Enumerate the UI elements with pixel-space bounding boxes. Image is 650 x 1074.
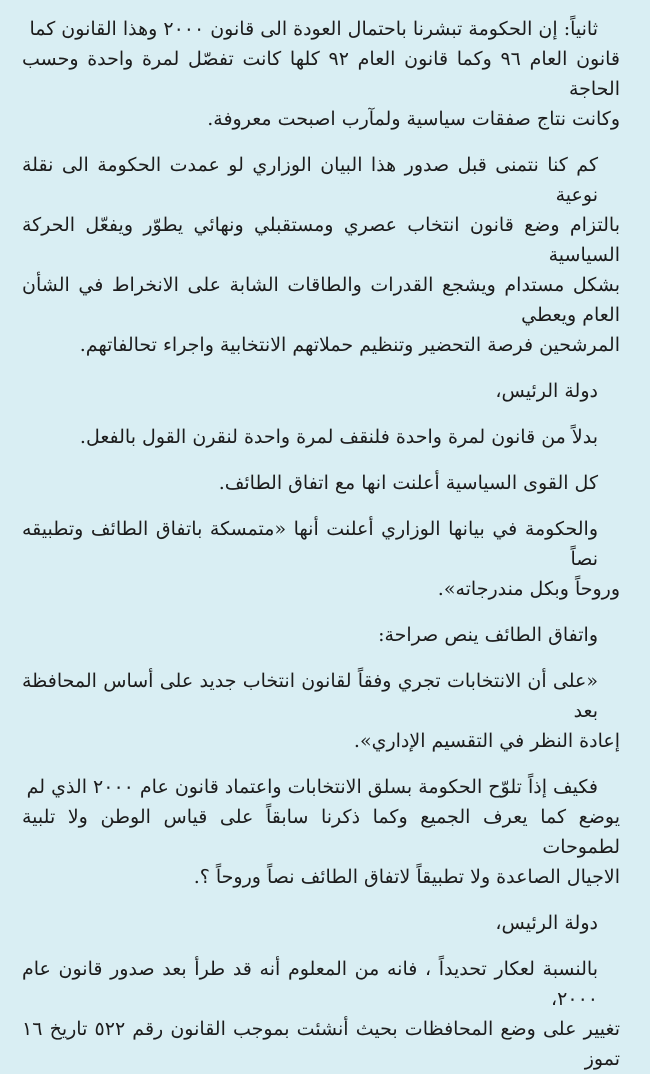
text-line: دولة الرئيس، bbox=[495, 380, 598, 402]
text-line: يوضع كما يعرف الجميع وكما ذكرنا سابقاً على قياس الوطن ولا تلبية لطموحات bbox=[22, 806, 620, 858]
text-line: الاجيال الصاعدة ولا تطبيقاً لاتفاق الطائف نصاً وروحاً ؟. bbox=[193, 866, 620, 888]
text-line: دولة الرئيس، bbox=[495, 912, 598, 934]
text-line: بالنسبة لعكار تحديداً ، فانه من المعلوم أنه قد طرأ بعد صدور قانون عام ٢٠٠٠، bbox=[22, 958, 598, 1010]
paragraph-taif-quote bbox=[22, 666, 620, 756]
paragraph-how-then bbox=[22, 772, 620, 892]
text-line: بالتزام وضع قانون انتخاب عصري ومستقبلي ونهائي يطوّر ويفعّل الحركة السياسية bbox=[22, 214, 620, 266]
text-line: «على أن الانتخابات تجري وفقاً لقانون انتخاب جديد على أساس المحافظة بعد bbox=[22, 670, 598, 722]
text-line: كم كنا نتمنى قبل صدور هذا البيان الوزاري لو عمدت الحكومة الى نقلة نوعية bbox=[22, 154, 598, 206]
paragraph-secondly bbox=[22, 14, 620, 134]
text-line: بشكل مستدام ويشجع القدرات والطاقات الشابة على الانخراط في الشأن العام ويعطي bbox=[22, 274, 620, 326]
paragraph-akkar bbox=[22, 954, 620, 1074]
text-line: قانون العام ٩٦ وكما قانون العام ٩٢ كلها كانت تفصّل لمرة واحدة وحسب الحاجة bbox=[22, 48, 621, 100]
text-line: وروحاً وبكل مندرجاته». bbox=[437, 578, 620, 600]
text-line: ثانياً: إن الحكومة تبشرنا باحتمال العودة الى قانون ٢٠٠٠ وهذا القانون كما bbox=[29, 18, 598, 40]
salutation bbox=[22, 376, 620, 406]
paragraph-taif-states bbox=[22, 620, 620, 650]
paragraph-government-statement bbox=[22, 514, 620, 604]
text-line: إعادة النظر في التقسيم الإداري». bbox=[353, 730, 620, 752]
salutation bbox=[22, 908, 620, 938]
text-line: تغيير على وضع المحافظات بحيث أنشئت بموجب القانون رقم ٥٢٢ تاريخ ١٦ تموز bbox=[22, 1018, 620, 1070]
text-line: فكيف إذاً تلوّح الحكومة بسلق الانتخابات واعتماد قانون عام ٢٠٠٠ الذي لم bbox=[26, 776, 598, 798]
paragraph-all-forces bbox=[22, 468, 620, 498]
text-line: كل القوى السياسية أعلنت انها مع اتفاق الطائف. bbox=[218, 472, 598, 494]
text-line: واتفاق الطائف ينص صراحة: bbox=[378, 624, 598, 646]
paragraph-instead bbox=[22, 422, 620, 452]
text-line: المرشحين فرصة التحضير وتنظيم حملاتهم الانتخابية واجراء تحالفاتهم. bbox=[79, 334, 620, 356]
paragraph-wish bbox=[22, 150, 620, 360]
text-line: والحكومة في بيانها الوزاري أعلنت أنها «متمسكة باتفاق الطائف وتطبيقه نصاً bbox=[22, 518, 598, 570]
text-line: وكانت نتاج صفقات سياسية ولمآرب اصبحت معروفة. bbox=[207, 108, 620, 130]
text-line: بدلاً من قانون لمرة واحدة فلنقف لمرة واحدة لنقرن القول بالفعل. bbox=[79, 426, 598, 448]
